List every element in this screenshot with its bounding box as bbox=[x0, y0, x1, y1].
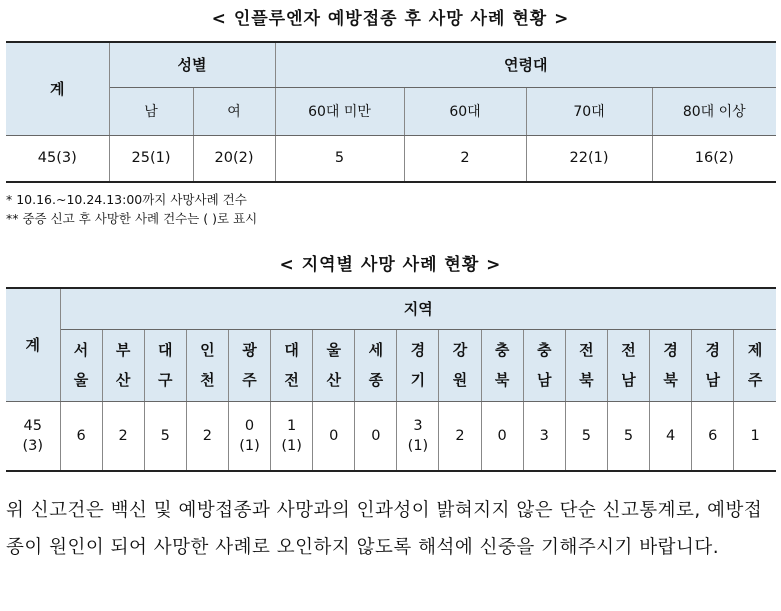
footnotes bbox=[6, 190, 257, 228]
region-value bbox=[397, 401, 439, 471]
region-value bbox=[565, 401, 607, 471]
region-count: 5 bbox=[581, 427, 591, 444]
region-name bbox=[102, 329, 144, 401]
region-name bbox=[565, 329, 607, 401]
region-total-count: 45 bbox=[23, 417, 42, 434]
region-name bbox=[523, 329, 565, 401]
region-name bbox=[313, 329, 355, 401]
region-name-bottom: 산 bbox=[115, 371, 131, 389]
age70-value: 22(1) bbox=[526, 135, 652, 182]
region-value bbox=[228, 401, 270, 471]
region-value bbox=[271, 401, 313, 471]
region-name bbox=[397, 329, 439, 401]
region-name-top: 충 bbox=[494, 341, 510, 359]
region-name-top: 전 bbox=[579, 341, 594, 359]
region-severe-count: (1) bbox=[407, 437, 429, 454]
region-count: 1 bbox=[286, 417, 297, 434]
region-name-bottom: 원 bbox=[452, 371, 468, 389]
female-value: 20(2) bbox=[193, 135, 275, 182]
age60-header: 60대 bbox=[404, 87, 526, 135]
region-name-bottom: 북 bbox=[579, 371, 594, 389]
region-count: 3 bbox=[539, 427, 549, 444]
region-header: 지역 bbox=[60, 288, 776, 329]
region-name-top: 대 bbox=[158, 341, 173, 359]
region-count: 0 bbox=[497, 427, 507, 444]
region-severe-count: (1) bbox=[281, 437, 302, 454]
region-name-top: 서 bbox=[73, 341, 89, 359]
region-name bbox=[271, 329, 313, 401]
under60-header: 60대 미만 bbox=[275, 87, 404, 135]
region-value bbox=[439, 401, 481, 471]
region-value bbox=[523, 401, 565, 471]
footnote-severe: ** 중증 신고 후 사망한 사례 건수는 ( )로 표시 bbox=[6, 211, 258, 226]
region-name bbox=[692, 329, 734, 401]
age80plus-value: 16(2) bbox=[652, 135, 776, 182]
region-count: 5 bbox=[623, 427, 634, 444]
region-count: 2 bbox=[118, 427, 128, 444]
region-value bbox=[60, 401, 102, 471]
female-header: 여 bbox=[193, 87, 275, 135]
region-name-bottom: 주 bbox=[747, 371, 763, 389]
region-name bbox=[60, 329, 102, 401]
region-count: 3 bbox=[413, 417, 423, 434]
region-value bbox=[607, 401, 649, 471]
region-name-top: 충 bbox=[537, 341, 552, 359]
male-header: 남 bbox=[109, 87, 193, 135]
region-name-top: 광 bbox=[242, 341, 257, 359]
region-value bbox=[734, 401, 776, 471]
region-name-bottom: 울 bbox=[73, 371, 89, 389]
region-name-top: 부 bbox=[115, 341, 131, 359]
age60-value: 2 bbox=[404, 135, 526, 182]
region-count: 2 bbox=[202, 427, 212, 444]
region-name-bottom: 주 bbox=[242, 371, 257, 389]
region-name-bottom: 남 bbox=[621, 371, 636, 389]
region-name-top: 제 bbox=[747, 341, 763, 359]
region-name-top: 울 bbox=[326, 341, 341, 359]
age-header: 연령대 bbox=[275, 42, 776, 87]
region-value bbox=[144, 401, 186, 471]
region-value bbox=[313, 401, 355, 471]
region-value bbox=[692, 401, 734, 471]
total-value: 45(3) bbox=[6, 135, 109, 182]
region-name-top: 경 bbox=[663, 341, 678, 359]
closing-statement: 위 신고건은 백신 및 예방접종과 사망과의 인과성이 밝혀지지 않은 단순 신고통계로, 예방접종이 원인이 되어 사망한 사례로 오인하지 않도록 해석에 신중을 기해주시기 바랍니다. bbox=[6, 500, 763, 558]
region-value bbox=[102, 401, 144, 471]
region-total-header: 계 bbox=[6, 288, 60, 401]
region-name-bottom: 천 bbox=[200, 371, 215, 389]
region-total-severe: (3) bbox=[22, 437, 44, 454]
region-name-top: 세 bbox=[368, 341, 384, 359]
region-name-top: 경 bbox=[705, 341, 720, 359]
region-name-top: 전 bbox=[621, 341, 636, 359]
region-name-bottom: 북 bbox=[663, 371, 678, 389]
region-name-bottom: 종 bbox=[368, 371, 384, 389]
footnote-period: * 10.16.~10.24.13:00까지 사망사례 건수 bbox=[6, 192, 247, 207]
region-value bbox=[186, 401, 228, 471]
region-name-top: 경 bbox=[410, 341, 426, 359]
sex-header: 성별 bbox=[109, 42, 275, 87]
region-name-top: 대 bbox=[284, 341, 299, 359]
region-count: 1 bbox=[750, 427, 760, 444]
region-name-bottom: 기 bbox=[410, 371, 426, 389]
region-name-bottom: 남 bbox=[705, 371, 720, 389]
age80plus-header: 80대 이상 bbox=[652, 87, 776, 135]
region-name bbox=[481, 329, 523, 401]
region-name bbox=[607, 329, 649, 401]
region-name-bottom: 구 bbox=[158, 371, 173, 389]
region-name-bottom: 북 bbox=[494, 371, 510, 389]
region-name bbox=[355, 329, 397, 401]
region-name-bottom: 전 bbox=[284, 371, 299, 389]
region-death-table bbox=[6, 287, 776, 472]
region-name-top: 인 bbox=[200, 341, 215, 359]
age70-header: 70대 bbox=[526, 87, 652, 135]
region-count: 6 bbox=[708, 427, 718, 444]
region-value bbox=[481, 401, 523, 471]
under60-value: 5 bbox=[275, 135, 404, 182]
region-count: 6 bbox=[76, 427, 86, 444]
region-name bbox=[186, 329, 228, 401]
region-count: 0 bbox=[329, 427, 339, 444]
region-count: 2 bbox=[455, 427, 465, 444]
region-count: 4 bbox=[665, 427, 676, 444]
region-name bbox=[228, 329, 270, 401]
table2-title: < 지역별 사망 사례 현황 > bbox=[279, 255, 502, 275]
region-count: 0 bbox=[244, 417, 255, 434]
region-name bbox=[439, 329, 481, 401]
region-name bbox=[144, 329, 186, 401]
table1-title: < 인플루엔자 예방접종 후 사망 사례 현황 > bbox=[211, 9, 570, 29]
region-name bbox=[650, 329, 692, 401]
total-header: 계 bbox=[6, 42, 109, 135]
region-total-value bbox=[6, 401, 60, 471]
male-value: 25(1) bbox=[109, 135, 193, 182]
region-count: 5 bbox=[160, 427, 170, 444]
region-name-bottom: 남 bbox=[537, 371, 552, 389]
region-value bbox=[355, 401, 397, 471]
region-name bbox=[734, 329, 776, 401]
region-name-top: 강 bbox=[452, 341, 468, 359]
age-sex-death-table bbox=[6, 41, 776, 183]
region-value bbox=[650, 401, 692, 471]
region-count: 0 bbox=[371, 427, 381, 444]
region-name-bottom: 산 bbox=[326, 371, 341, 389]
region-severe-count: (1) bbox=[239, 437, 260, 454]
